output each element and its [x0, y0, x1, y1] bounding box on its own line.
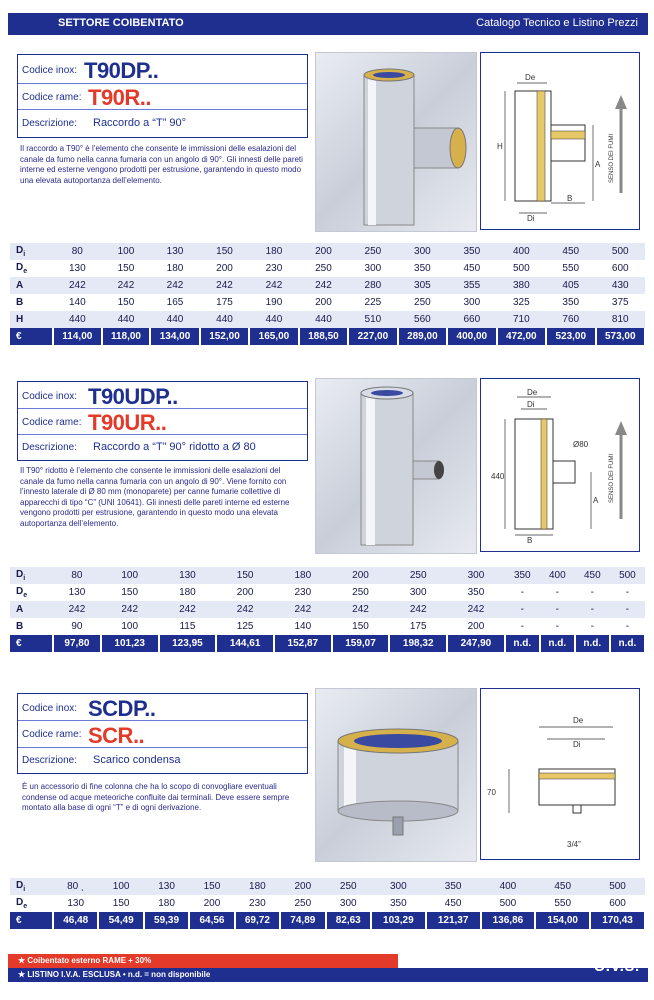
- table-cell: 300: [348, 260, 397, 277]
- price-cell: 74,89: [280, 912, 325, 929]
- table-cell: 242: [159, 601, 217, 618]
- table-cell: 242: [299, 277, 348, 294]
- table-cell: 405: [546, 277, 595, 294]
- table-cell: 180: [249, 243, 298, 260]
- price-cell: 144,61: [216, 635, 274, 652]
- table-cell: 500: [481, 895, 536, 912]
- price-cell: 123,95: [159, 635, 217, 652]
- table-cell: 200: [200, 260, 249, 277]
- drawing-3-di: Di: [573, 740, 581, 749]
- codice-inox-label: Codice inox:: [22, 703, 78, 714]
- row-header: H: [10, 311, 53, 328]
- descrizione-label: Descrizione:: [22, 118, 78, 129]
- table-cell: 350: [505, 567, 540, 584]
- table-cell: 140: [53, 294, 102, 311]
- price-cell: 188,50: [299, 328, 348, 345]
- table-cell: 150: [98, 895, 143, 912]
- table-cell: 115: [159, 618, 217, 635]
- footer-line-2: ★ LISTINO I.V.A. ESCLUSA • n.d. = non disponibile: [18, 970, 211, 979]
- table-cell: 305: [398, 277, 447, 294]
- table-cell: -: [575, 618, 610, 635]
- price-cell: 134,00: [150, 328, 199, 345]
- table-cell: 440: [249, 311, 298, 328]
- table-cell: 180: [144, 895, 189, 912]
- drawing-3-de: De: [573, 716, 584, 725]
- table-cell: 200: [299, 243, 348, 260]
- table-cell: 250: [398, 294, 447, 311]
- footer-vat-note: [8, 968, 648, 982]
- table-cell: 250: [348, 243, 397, 260]
- table-cell: 440: [102, 311, 151, 328]
- table-cell: 242: [200, 277, 249, 294]
- product-3-inox-code: SCDP..: [88, 696, 156, 721]
- codice-rame-label: Codice rame:: [22, 92, 82, 103]
- table-cell: 150: [102, 294, 151, 311]
- price-cell: 152,87: [274, 635, 332, 652]
- price-cell: 121,37: [426, 912, 481, 929]
- row-header: $D_i$: [10, 567, 53, 584]
- product-1-description: Raccordo a “T” 90°: [93, 117, 187, 129]
- drawing-3-h: 70: [487, 788, 496, 797]
- table-cell: 100: [101, 567, 159, 584]
- table-cell: -: [505, 584, 540, 601]
- table-cell: 200: [299, 294, 348, 311]
- table-cell: 350: [447, 584, 505, 601]
- row-header: B: [10, 294, 53, 311]
- table-cell: 230: [249, 260, 298, 277]
- product-1-drawing: [480, 52, 640, 230]
- row-header: $D_i$: [10, 243, 53, 260]
- price-label: €: [10, 328, 53, 345]
- price-cell: 59,39: [144, 912, 189, 929]
- price-label: €: [10, 912, 53, 929]
- table-cell: 600: [590, 895, 645, 912]
- table-cell: 500: [610, 567, 645, 584]
- product-2-text: Il T90° ridotto è l’elemento che consente le immissioni delle esalazioni del canale da fumo nella canna fumaria con un angolo di 90°. Viene fornito con l’innesto laterale di Ø 80 mm (monoparete) per canne fumarie collettive di apparecchi di tipo “C” (UNI 10641). Gli innesti delle pareti interne ed esterne vengono prodotti per estrusione, garantendo in questo modo una elevata autoportanza dell’elemento.: [20, 466, 290, 528]
- table-cell: 130: [150, 243, 199, 260]
- product-1-rame-code: T90R..: [88, 85, 152, 110]
- table-cell: 300: [326, 895, 371, 912]
- product-2-header: [17, 381, 308, 461]
- table-row: [10, 311, 645, 328]
- product-1-inox-code: T90DP..: [84, 58, 159, 83]
- table-cell: -: [575, 584, 610, 601]
- table-cell: 80 ˎ: [53, 878, 98, 895]
- table-cell: -: [610, 618, 645, 635]
- table-cell: 560: [398, 311, 447, 328]
- row-header: $D_e$: [10, 895, 53, 912]
- table-cell: 350: [398, 260, 447, 277]
- price-cell: 170,43: [590, 912, 645, 929]
- table-cell: -: [540, 618, 575, 635]
- tee-pipe-image: [316, 53, 476, 231]
- price-row: [10, 912, 645, 929]
- drawing-2-h: 440: [491, 472, 505, 481]
- table-cell: 175: [200, 294, 249, 311]
- table-cell: 325: [497, 294, 546, 311]
- table-cell: -: [540, 584, 575, 601]
- product-3-drawing: [480, 688, 640, 860]
- table-cell: 200: [189, 895, 234, 912]
- table-cell: 242: [53, 277, 102, 294]
- row-header: $D_e$: [10, 584, 53, 601]
- drawing-1-h: H: [497, 142, 503, 151]
- drawing-1-fumi: SENSO DEI FUMI: [609, 133, 615, 183]
- drawing-2-de: De: [527, 388, 538, 397]
- table-cell: 242: [249, 277, 298, 294]
- table-row: [10, 294, 645, 311]
- price-cell: 54,49: [98, 912, 143, 929]
- table-cell: 450: [575, 567, 610, 584]
- price-cell: 154,00: [535, 912, 590, 929]
- table-cell: 760: [546, 311, 595, 328]
- table-cell: 810: [596, 311, 646, 328]
- table-row: [10, 601, 645, 618]
- table-cell: 140: [274, 618, 332, 635]
- table-cell: 242: [150, 277, 199, 294]
- table-cell: 90: [53, 618, 101, 635]
- drawing-2-d80: Ø80: [573, 440, 589, 449]
- price-cell: 198,32: [389, 635, 447, 652]
- section-header-bar: [8, 13, 648, 35]
- price-cell: 165,00: [249, 328, 298, 345]
- table-cell: 130: [159, 567, 217, 584]
- table-cell: 80: [53, 567, 101, 584]
- table-cell: 100: [98, 878, 143, 895]
- drawing-1-di: Di: [527, 214, 535, 223]
- table-cell: 300: [371, 878, 426, 895]
- footer-copper-note: [8, 954, 398, 968]
- product-3-description: Scarico condensa: [93, 754, 181, 766]
- table-cell: -: [610, 601, 645, 618]
- table-cell: 250: [299, 260, 348, 277]
- table-cell: 230: [235, 895, 280, 912]
- price-cell: n.d.: [505, 635, 540, 652]
- table-cell: 500: [590, 878, 645, 895]
- table-cell: 400: [540, 567, 575, 584]
- price-cell: 152,00: [200, 328, 249, 345]
- price-cell: 118,00: [102, 328, 151, 345]
- price-cell: 247,90: [447, 635, 505, 652]
- table-row: [10, 895, 645, 912]
- table-cell: 180: [235, 878, 280, 895]
- price-cell: n.d.: [610, 635, 645, 652]
- table-cell: 242: [101, 601, 159, 618]
- price-cell: n.d.: [575, 635, 610, 652]
- table-cell: 450: [447, 260, 496, 277]
- table-row: [10, 878, 645, 895]
- table-cell: 242: [332, 601, 390, 618]
- table-cell: 130: [144, 878, 189, 895]
- product-1-text: Il raccordo a T90° è l’elemento che consente le immissioni delle esalazioni del canale da fumo nella canna fumaria con un angolo di 90°. Gli innesti delle pareti interne ed esterne vengono prodotti per estrusione, garantendo in questo modo una elevata autoportanza dell’elemento.: [20, 144, 303, 185]
- table-cell: 180: [150, 260, 199, 277]
- product-3-photo: [315, 688, 477, 862]
- price-cell: 103,29: [371, 912, 426, 929]
- price-cell: 64,56: [189, 912, 234, 929]
- table-row: [10, 260, 645, 277]
- product-1-technical-drawing: [481, 53, 638, 228]
- price-cell: 159,07: [332, 635, 390, 652]
- table-cell: 380: [497, 277, 546, 294]
- table-cell: 450: [546, 243, 595, 260]
- table-cell: 100: [101, 618, 159, 635]
- table-row: [10, 567, 645, 584]
- table-cell: 150: [189, 878, 234, 895]
- price-cell: 573,00: [596, 328, 646, 345]
- drawing-3-thread: 3/4”: [567, 840, 581, 849]
- product-3-technical-drawing: [481, 689, 638, 858]
- table-cell: 190: [249, 294, 298, 311]
- table-cell: 510: [348, 311, 397, 328]
- brand-logo: O.V.S.: [594, 958, 640, 974]
- table-cell: 430: [596, 277, 646, 294]
- price-row: [10, 328, 645, 345]
- table-cell: 375: [596, 294, 646, 311]
- table-cell: 250: [280, 895, 325, 912]
- price-cell: 101,23: [101, 635, 159, 652]
- table-cell: 150: [332, 618, 390, 635]
- product-3-text: È un accessorio di fine colonna che ha lo scopo di convogliare eventuali condense od acque meteoriche confluite dai terminali. Deve essere sempre montato alla base di ogni “T” e di ogni derivazione.: [22, 782, 290, 812]
- table-row: [10, 618, 645, 635]
- table-cell: 150: [102, 260, 151, 277]
- table-cell: 550: [535, 895, 590, 912]
- product-1-header: [17, 54, 308, 138]
- table-row: [10, 584, 645, 601]
- drawing-2-di: Di: [527, 400, 535, 409]
- table-cell: 355: [447, 277, 496, 294]
- table-cell: 250: [332, 584, 390, 601]
- row-header: A: [10, 601, 53, 618]
- drawing-1-a: A: [595, 160, 601, 169]
- condensate-drain-image: [316, 689, 476, 861]
- footer-line-1: ★ Coibentato esterno RAME + 30%: [18, 956, 152, 965]
- table-cell: 130: [53, 260, 102, 277]
- product-3-rame-code: SCR..: [88, 723, 145, 748]
- table-cell: 180: [159, 584, 217, 601]
- table-cell: -: [575, 601, 610, 618]
- table-cell: 200: [332, 567, 390, 584]
- table-cell: 150: [200, 243, 249, 260]
- table-cell: 300: [447, 294, 496, 311]
- table-cell: 250: [326, 878, 371, 895]
- table-cell: 710: [497, 311, 546, 328]
- table-cell: 242: [216, 601, 274, 618]
- table-cell: 440: [299, 311, 348, 328]
- table-cell: 450: [535, 878, 590, 895]
- price-cell: 523,00: [546, 328, 595, 345]
- table-cell: 300: [398, 243, 447, 260]
- table-cell: 125: [216, 618, 274, 635]
- drawing-1-b: B: [567, 194, 573, 203]
- table-cell: 660: [447, 311, 496, 328]
- catalog-title: Catalogo Tecnico e Listino Prezzi: [476, 17, 638, 29]
- table-cell: 175: [389, 618, 447, 635]
- table-cell: 180: [274, 567, 332, 584]
- table-cell: 450: [426, 895, 481, 912]
- price-cell: 136,86: [481, 912, 536, 929]
- row-header: $D_i$: [10, 878, 53, 895]
- table-cell: 440: [53, 311, 102, 328]
- table-cell: 165: [150, 294, 199, 311]
- table-row: [10, 243, 645, 260]
- product-3-header: [17, 693, 308, 774]
- price-cell: 82,63: [326, 912, 371, 929]
- table-cell: 500: [596, 243, 646, 260]
- table-cell: 200: [216, 584, 274, 601]
- drawing-2-fumi: SENSO DEI FUMI: [609, 453, 615, 503]
- drawing-2-a: A: [593, 496, 599, 505]
- drawing-2-b: B: [527, 536, 533, 545]
- table-cell: 100: [102, 243, 151, 260]
- price-cell: 400,00: [447, 328, 496, 345]
- price-cell: 69,72: [235, 912, 280, 929]
- table-cell: 250: [389, 567, 447, 584]
- price-cell: n.d.: [540, 635, 575, 652]
- price-label: €: [10, 635, 53, 652]
- table-cell: 350: [447, 243, 496, 260]
- product-2-description: Raccordo a “T” 90° ridotto a Ø 80: [93, 441, 256, 453]
- table-cell: 350: [371, 895, 426, 912]
- drawing-1-de: De: [525, 73, 536, 82]
- table-cell: 242: [389, 601, 447, 618]
- price-cell: 114,00: [53, 328, 102, 345]
- table-cell: 440: [150, 311, 199, 328]
- product-2-table: [10, 567, 646, 652]
- codice-rame-label: Codice rame:: [22, 417, 82, 428]
- table-cell: 550: [546, 260, 595, 277]
- product-1-photo: [315, 52, 477, 232]
- table-cell: 242: [53, 601, 101, 618]
- table-cell: 242: [102, 277, 151, 294]
- row-header: A: [10, 277, 53, 294]
- table-cell: 130: [53, 895, 98, 912]
- product-2-inox-code: T90UDP..: [88, 384, 178, 409]
- table-cell: 225: [348, 294, 397, 311]
- product-1-table: [10, 243, 646, 345]
- descrizione-label: Descrizione:: [22, 442, 78, 453]
- price-cell: 289,00: [398, 328, 447, 345]
- table-cell: -: [540, 601, 575, 618]
- codice-rame-label: Codice rame:: [22, 729, 82, 740]
- table-cell: -: [505, 618, 540, 635]
- table-cell: 350: [546, 294, 595, 311]
- codice-inox-label: Codice inox:: [22, 65, 78, 76]
- table-cell: 400: [497, 243, 546, 260]
- reduced-tee-image: [316, 379, 476, 553]
- table-cell: 130: [53, 584, 101, 601]
- row-header: B: [10, 618, 53, 635]
- codice-inox-label: Codice inox:: [22, 391, 78, 402]
- table-cell: -: [505, 601, 540, 618]
- price-cell: 472,00: [497, 328, 546, 345]
- table-cell: 280: [348, 277, 397, 294]
- product-3-table: [10, 878, 646, 929]
- table-cell: 400: [481, 878, 536, 895]
- table-cell: 500: [497, 260, 546, 277]
- price-cell: 46,48: [53, 912, 98, 929]
- table-row: [10, 277, 645, 294]
- table-cell: 440: [200, 311, 249, 328]
- table-cell: 230: [274, 584, 332, 601]
- product-2-photo: [315, 378, 477, 554]
- table-cell: 200: [280, 878, 325, 895]
- table-cell: 350: [426, 878, 481, 895]
- descrizione-label: Descrizione:: [22, 755, 78, 766]
- table-cell: 300: [389, 584, 447, 601]
- table-cell: 150: [101, 584, 159, 601]
- table-cell: 242: [274, 601, 332, 618]
- price-cell: 97,80: [53, 635, 101, 652]
- table-cell: 150: [216, 567, 274, 584]
- table-cell: 200: [447, 618, 505, 635]
- price-row: [10, 635, 645, 652]
- table-cell: 242: [447, 601, 505, 618]
- section-title: SETTORE COIBENTATO: [58, 17, 184, 29]
- price-cell: 227,00: [348, 328, 397, 345]
- product-2-drawing: [480, 378, 640, 552]
- table-cell: 80: [53, 243, 102, 260]
- table-cell: 300: [447, 567, 505, 584]
- table-cell: -: [610, 584, 645, 601]
- row-header: $D_e$: [10, 260, 53, 277]
- product-2-technical-drawing: [481, 379, 638, 550]
- product-2-rame-code: T90UR..: [88, 410, 167, 435]
- table-cell: 600: [596, 260, 646, 277]
